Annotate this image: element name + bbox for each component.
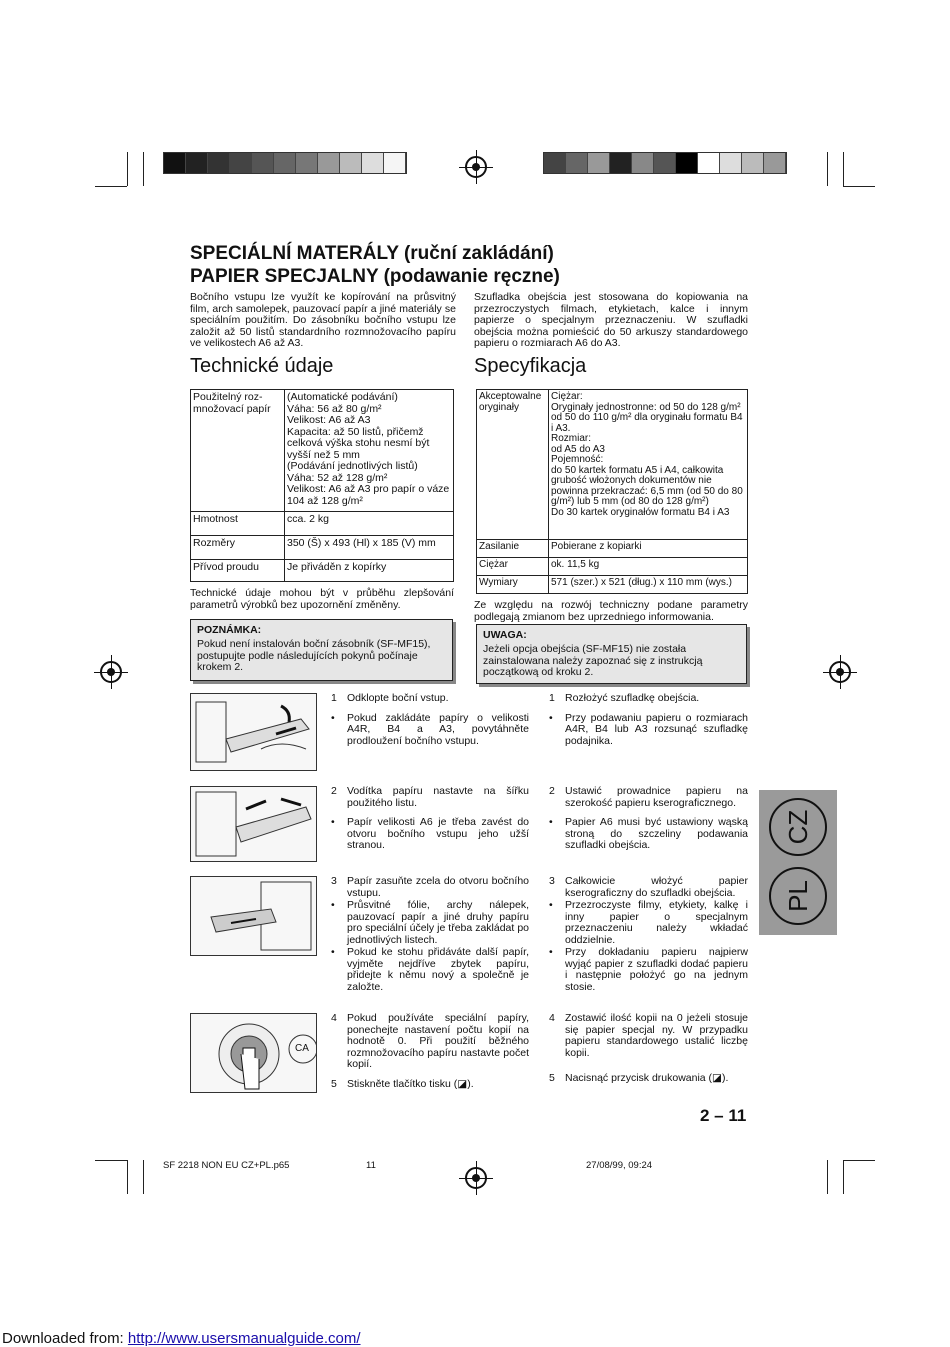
step-text: Vodítka papíru nastavte na šířku použitého listu. [347,785,529,809]
page-number: 2 – 11 [700,1106,747,1125]
steps-pl [549,1013,748,1093]
ca-label: CA [295,1043,309,1054]
crop-mark [843,152,844,186]
steps-pl [549,693,748,755]
crop-mark [843,1160,844,1194]
download-prefix: Downloaded from: [2,1330,128,1347]
step-number: • [331,899,335,911]
footer-file: SF 2218 NON EU CZ+PL.p65 [163,1160,290,1171]
crop-mark [127,152,128,186]
step-text: Przy podawaniu papieru o rozmiarach A4R, B4 lub A3 rozsunąć szufladkę podajnika. [565,711,748,747]
list-item [331,1079,529,1091]
list-item [549,1073,748,1085]
list-item [549,786,748,809]
list-item [549,713,748,748]
step-number: 3 [331,875,337,887]
title-cz: SPECIÁLNÍ MATERÁLY (ruční zakládání) [190,243,554,264]
step-number: 1 [331,692,337,704]
crop-mark [95,186,127,187]
step-number: • [549,711,553,724]
step-text: Rozłożyć szufladkę obejścia. [565,692,700,704]
download-link[interactable]: http://www.usersmanualguide.com/ [127,1330,361,1347]
steps-cz [331,876,529,1001]
grayscale-bar-right [543,152,787,174]
spec-label: Wymiary [477,576,549,594]
registration-mark-icon [465,156,487,178]
insert-paper-icon [191,877,316,955]
spec-value: 571 (szer.) x 521 (dług.) x 110 mm (wys.) [549,576,748,594]
step-number: 2 [549,785,555,797]
crop-mark [95,1160,127,1161]
step-number: 5 [549,1072,555,1084]
spec-label: Použitelný roz-množovací papír [191,390,285,512]
tab-label-cz: CZ [769,798,827,856]
list-item [549,900,748,946]
language-tab [759,790,837,935]
step-text: Nacisnąć przycisk drukowania (◪). [565,1072,729,1084]
list-item [331,786,529,809]
crop-mark [827,152,828,186]
note-box-pl [476,624,747,684]
copier-tray-icon [191,694,316,770]
intro-pl: Szufladka obejścia jest stosowana do kopiowania na przezroczystych filmach, etykietach, kalce i innym papierze o specjalnym przeznaczeniu. W szufladki obejścia można pomieścić do 50 arkuszy standardowego papieru o rozmiarach A6 do A3. [474,291,748,349]
crop-mark [827,1160,828,1194]
heading-cz: Technické údaje [190,355,334,377]
download-line [2,1330,361,1347]
steps-cz [331,1013,529,1098]
step-number: • [331,946,335,958]
steps-pl [549,876,748,1001]
step-number: • [549,946,553,958]
illustration-open-bypass [190,693,317,771]
grayscale-bar-left [163,152,407,174]
spec-value: (Automatické podávání) Váha: 56 až 80 g/m² Velikost: A6 až A3 Kapacita: až 50 listů, přičemž celková výška stohu nesmí být vyšší než 5 mm (Podávání jednotlivých listů) Váha: 52 až 128 g/m² Velikost: A6 až A3 pro papír o váze 104 až 128 g/m² [285,390,454,512]
spec-value: 350 (Š) x 493 (Hl) x 185 (V) mm [285,536,454,560]
step-number: • [331,711,335,724]
step-text: Papier A6 musi być ustawiony wąską stroną do szczeliny podawania szufladki obejścia. [565,816,748,851]
steps-cz [331,786,529,860]
spec-value: Ciężar: Oryginały jednostronne: od 50 do 128 g/m² od 50 do 110 g/m² dla oryginału formatu B4 i A3. Rozmiar: od A5 do A3 Pojemność: do 50 kartek formatu A5 i A4, całkowita grubość włożonych dokumentów nie powinna przekraczać: 6,5 mm (od 50 do 80 g/m²) lub 5 mm (od 80 do 128 g/m²) Do 30 kartek oryginałów formatu B4 i A3 [549,390,748,540]
note-title: POZNÁMKA: [197,624,262,636]
step-text: Całkowicie włożyć papier kserograficzny do szufladki obejścia. [565,875,748,899]
step-text: Zostawić ilość kopii na 0 jeżeli stosuje się papier specjal ny. W przypadku papieru standardowego ustalić liczbę kopii. [565,1012,748,1059]
steps-cz [331,693,529,755]
step-text: Przy dokładaniu papieru najpierw wyjąć papier z szufladki dodać papieru i następnie położyć go na jednym stosie. [565,946,748,993]
list-item [549,876,748,899]
step-text: Przezroczyste filmy, etykiety, kalkę i inny papier o specjalnym przeznaczeniu należy wkładać oddzielnie. [565,899,748,946]
step-text: Papír velikosti A6 je třeba zavést do otvoru bočního vstupu jeho užší stranou. [347,816,529,851]
list-item [549,693,748,705]
step-number: 1 [549,692,555,704]
step-text: Ustawić prowadnice papieru na szerokość papieru kserograficznego. [565,785,748,809]
step-number: 4 [549,1012,555,1024]
list-item [331,713,529,748]
list-item [331,693,529,705]
note-title: UWAGA: [483,629,527,641]
crop-mark [143,152,144,186]
spec-label: Akceptowalne oryginały [477,390,549,540]
illustration-paper-guides [190,786,317,862]
spec-value: Je přiváděn z kopírky [285,560,454,582]
list-item [549,817,748,852]
crop-mark [843,186,875,187]
crop-mark [143,1160,144,1194]
heading-pl: Specyfikacja [474,355,587,377]
note-body: Pokud není instalován boční zásobník (SF-MF15), postupujte podle následujících pokynů počínaje krokem 2. [197,638,431,673]
spec-value: ok. 11,5 kg [549,558,748,576]
spec-label: Hmotnost [191,512,285,536]
crop-mark [843,1160,875,1161]
list-item [331,1013,529,1071]
crop-mark [127,1160,128,1194]
step-text: Papír zasuňte zcela do otvoru bočního vstupu. [347,875,529,899]
spec-table-pl [476,389,748,594]
spec-label: Zasilanie [477,540,549,558]
after-table-cz: Technické údaje mohou být v průběhu zlepšování parametrů výrobků bez upozornění změněny. [190,587,454,611]
spec-value: cca. 2 kg [285,512,454,536]
spec-label: Ciężar [477,558,549,576]
step-text: Pokud ke stohu přidáváte další papír, vyjměte nejdříve zbytek papíru, přidejte k němu nový a společně je založte. [347,946,529,993]
step-text: Pokud používáte speciální papíry, ponechejte nastavení počtu kopií na hodnotě 0. Při použití běžného rozmnožovacího papíru nastavte počet kopií. [347,1012,529,1070]
spec-value: Pobierane z kopiarki [549,540,748,558]
step-number: 2 [331,785,337,797]
step-text: Odklopte boční vstup. [347,692,449,704]
registration-mark-icon [100,661,122,683]
spec-label: Rozměry [191,536,285,560]
step-number: 5 [331,1077,337,1090]
spec-label: Přívod proudu [191,560,285,582]
step-number: 3 [549,875,555,887]
note-body: Jeżeli opcja obejścia (SF-MF15) nie została zainstalowana należy zapoznać się z instrukcją początkową od kroku 2. [483,643,703,678]
list-item [331,900,529,946]
footer-page: 11 [366,1160,376,1171]
list-item [331,817,529,852]
step-number: • [549,899,553,911]
note-box-cz [190,619,453,681]
list-item [331,947,529,993]
after-table-pl: Ze względu na rozwój techniczny podane parametry podlegają zmianom bez uprzedniego informowania. [474,599,748,623]
registration-mark-icon [829,661,851,683]
footer-date: 27/08/99, 09:24 [586,1160,653,1171]
step-text: Pokud zakládáte papíry o velikosti A4R, B4 a A3, povytáhněte prodloužení bočního vstupu. [347,711,529,747]
step-number: 4 [331,1012,337,1024]
list-item [331,876,529,899]
illustration-insert-paper [190,876,317,956]
illustration-print-button [190,1013,317,1093]
intro-cz: Bočního vstupu lze využít ke kopírování na průsvitný film, arch samolepek, pauzovací papír a jiné materiály se speciálním použitím. Do zásobníku bočního vstupu lze založit až 50 listů standardního rozmnožovacího papíru ve velikostech A6 až A3. [190,291,456,349]
step-text: Stiskněte tlačítko tisku (◪). [347,1077,474,1090]
steps-pl [549,786,748,860]
registration-mark-icon [465,1167,487,1189]
tab-label-pl: PL [769,867,827,925]
step-text: Průsvitné fólie, archy nálepek, pauzovací papír a jiné druhy papíru pro speciální účely je třeba zakládat po jednotlivých listech. [347,899,529,946]
list-item [549,1013,748,1059]
step-number: • [331,816,335,828]
list-item [549,947,748,993]
step-number: • [549,816,553,828]
paper-guide-icon [191,787,316,861]
spec-table-cz [190,389,454,582]
title-pl: PAPIER SPECJALNY (podawanie ręczne) [190,266,560,287]
